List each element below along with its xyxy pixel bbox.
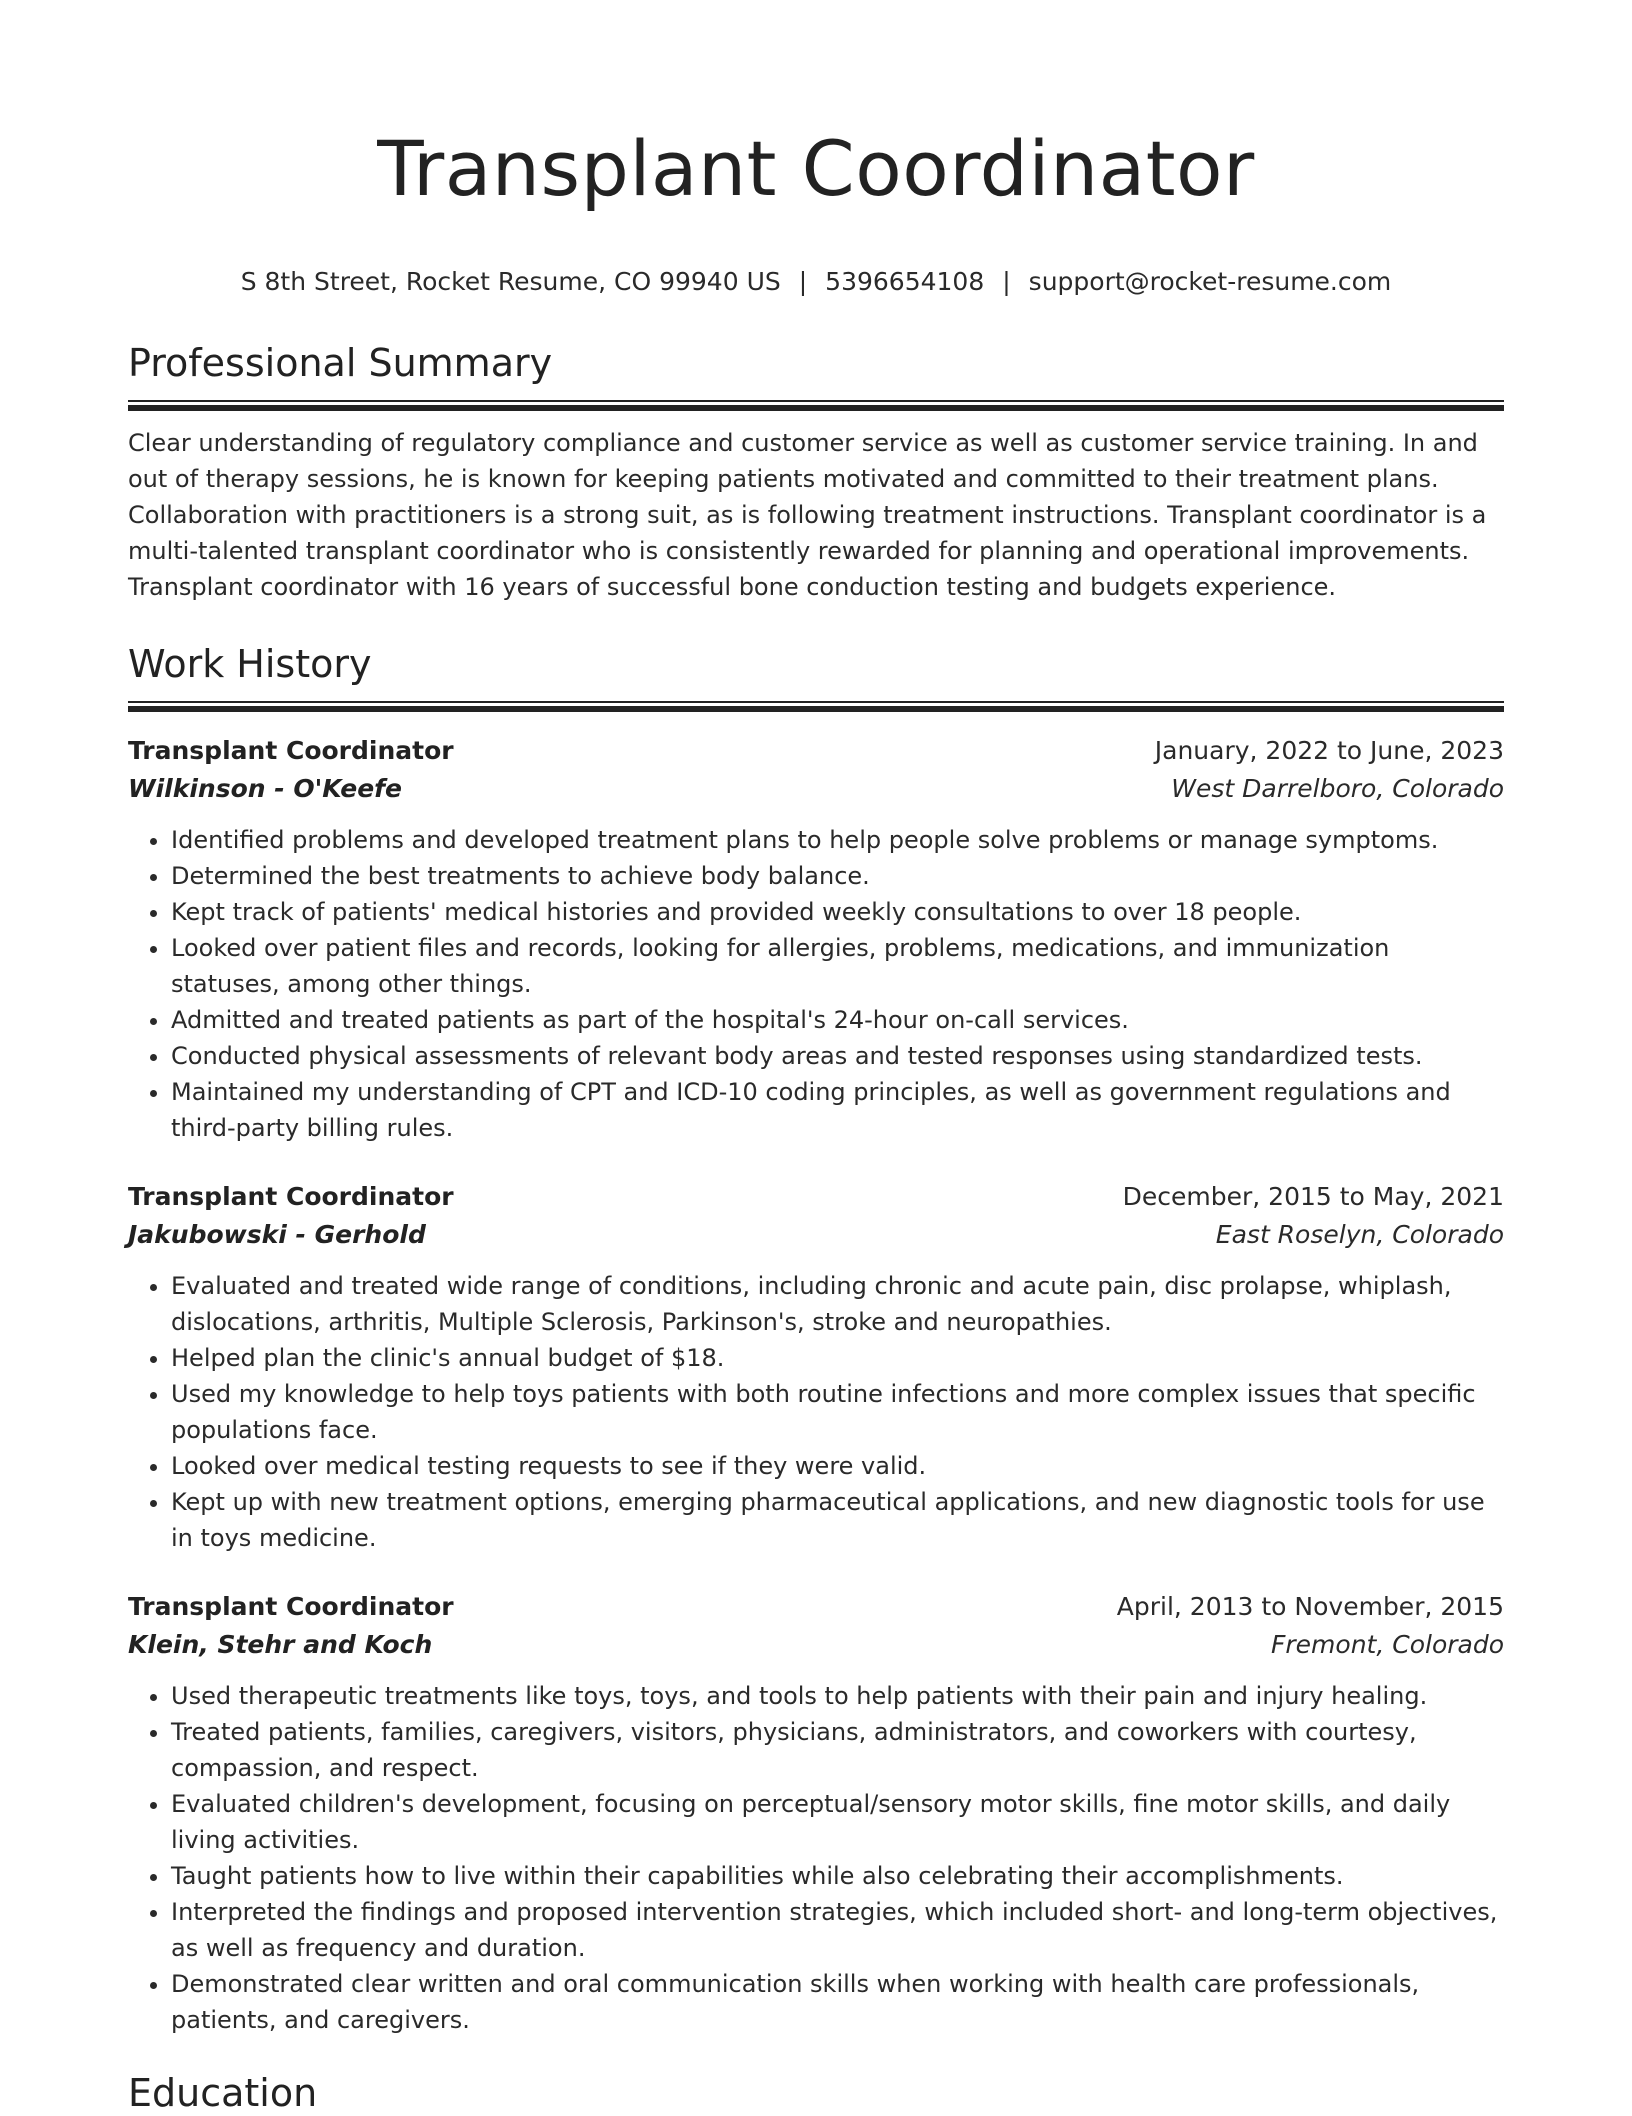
job-bullet: • Evaluated and treated wide range of conditions, including chronic and acute pain, disc prolapse, whiplash, dislocations, arthritis, Multiple Sclerosis, Parkinson's, stroke and neuropathies. <box>171 1268 1504 1340</box>
job-location: East Roselyn, Colorado <box>1215 1219 1504 1249</box>
job-bullet: • Identified problems and developed treatment plans to help people solve problems or manage symptoms. <box>171 822 1504 858</box>
job-bullet: • Conducted physical assessments of relevant body areas and tested responses using standardized tests. <box>171 1038 1504 1074</box>
job-bullets <box>128 1678 1504 2038</box>
contact-separator: | <box>1002 266 1011 296</box>
section-title-work-history: Work History <box>128 641 372 686</box>
job-bullets <box>128 1268 1504 1556</box>
job-dates: December, 2015 to May, 2021 <box>1122 1181 1504 1211</box>
job-location: West Darrelboro, Colorado <box>1171 773 1504 803</box>
job-bullet: • Admitted and treated patients as part of the hospital's 24-hour on-call services. <box>171 1002 1504 1038</box>
job-bullet: • Used therapeutic treatments like toys, toys, and tools to help patients with their pain and injury healing. <box>171 1678 1504 1714</box>
education-section <box>128 2070 1504 2116</box>
job-location: Fremont, Colorado <box>1271 1629 1504 1659</box>
job-bullet: • Kept track of patients' medical histories and provided weekly consultations to over 18 people. <box>171 894 1504 930</box>
job-bullet: • Demonstrated clear written and oral communication skills when working with health care professionals, patients, and caregivers. <box>171 1966 1504 2038</box>
job-bullet: • Maintained my understanding of CPT and ICD-10 coding principles, as well as government regulations and third-party billing rules. <box>171 1074 1504 1146</box>
job-dates: January, 2022 to June, 2023 <box>1154 735 1504 765</box>
job-company: Wilkinson - O'Keefe <box>128 773 402 803</box>
resume-page <box>128 0 1504 2116</box>
contact-separator: | <box>798 266 808 296</box>
job-title: Transplant Coordinator <box>128 735 454 765</box>
job-title: Transplant Coordinator <box>128 1591 454 1621</box>
resume-name: Transplant Coordinator <box>377 124 1255 213</box>
summary-section <box>128 340 1504 605</box>
section-divider <box>128 701 1504 712</box>
work-history-section <box>128 641 1504 2038</box>
contact-email[interactable]: support@rocket-resume.com <box>1028 266 1392 296</box>
job-bullet: • Evaluated children's development, focusing on perceptual/sensory motor skills, fine motor skills, and daily living activities. <box>171 1786 1504 1858</box>
summary-text: Clear understanding of regulatory compliance and customer service as well as customer service training. In and out of therapy sessions, he is known for keeping patients motivated and committed to their treatment plans. Collaboration with practitioners is a strong suit, as is following treatment instructions. Transplant coordinator is a multi-talented transplant coordinator who is consistently rewarded for planning and operational improvements. Transplant coordinator with 16 years of successful bone conduction testing and budgets experience. <box>128 428 1487 601</box>
job-bullet: • Determined the best treatments to achieve body balance. <box>171 858 1504 894</box>
job-bullet: • Treated patients, families, caregivers, visitors, physicians, administrators, and coworkers with courtesy, compassion, and respect. <box>171 1714 1504 1786</box>
contact-phone[interactable]: 5396654108 <box>825 266 985 296</box>
job-bullet: • Looked over medical testing requests to see if they were valid. <box>171 1448 1504 1484</box>
job-bullets <box>128 822 1504 1146</box>
job-title: Transplant Coordinator <box>128 1181 454 1211</box>
contact-address: S 8th Street, Rocket Resume, CO 99940 US <box>240 266 781 296</box>
job-entry <box>128 732 1504 1146</box>
section-title-summary: Professional Summary <box>128 340 553 385</box>
job-entry <box>128 1588 1504 2038</box>
job-company: Klein, Stehr and Koch <box>128 1629 433 1659</box>
job-bullet: • Used my knowledge to help toys patients with both routine infections and more complex issues that specific populations face. <box>171 1376 1504 1448</box>
section-title-education: Education <box>128 2070 318 2115</box>
job-bullet: • Kept up with new treatment options, emerging pharmaceutical applications, and new diagnostic tools for use in toys medicine. <box>171 1484 1504 1556</box>
job-bullet: • Taught patients how to live within their capabilities while also celebrating their accomplishments. <box>171 1858 1504 1894</box>
contact-line <box>128 266 1504 298</box>
job-bullet: • Looked over patient files and records, looking for allergies, problems, medications, and immunization statuses, among other things. <box>171 930 1504 1002</box>
job-company: Jakubowski - Gerhold <box>128 1219 426 1249</box>
job-bullet: • Interpreted the findings and proposed intervention strategies, which included short- and long-term objectives, as well as frequency and duration. <box>171 1894 1504 1966</box>
job-entry <box>128 1178 1504 1556</box>
section-divider <box>128 400 1504 411</box>
job-bullet: • Helped plan the clinic's annual budget of $18. <box>171 1340 1504 1376</box>
job-dates: April, 2013 to November, 2015 <box>1116 1591 1504 1621</box>
